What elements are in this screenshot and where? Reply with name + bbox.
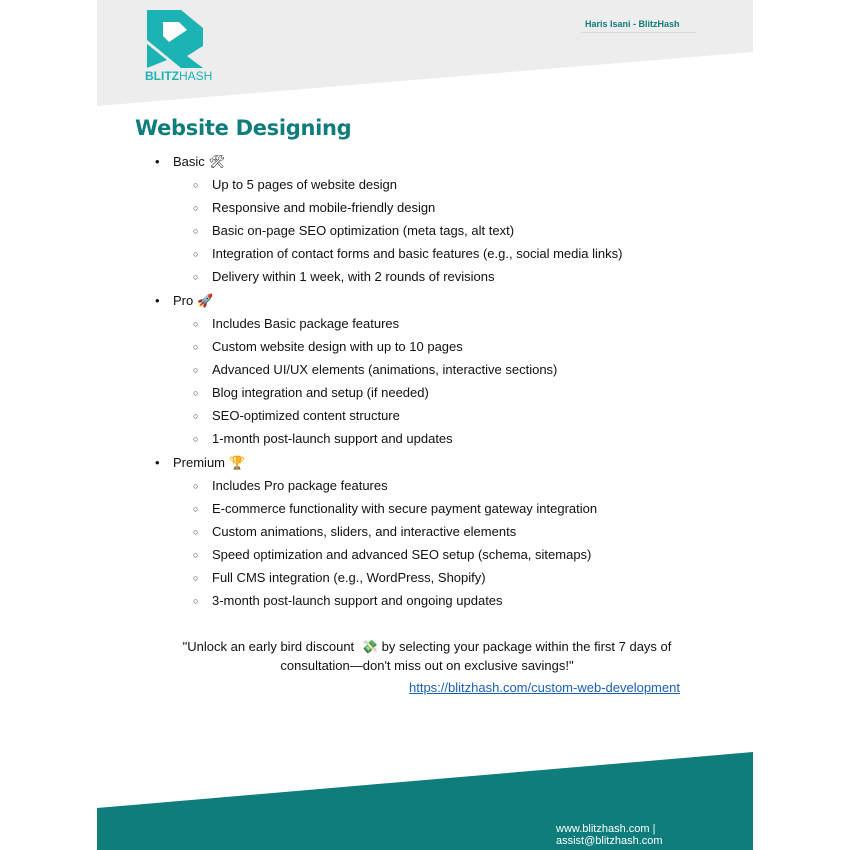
footer-contact: www.blitzhash.com | assist@blitzhash.com [556, 823, 663, 847]
list-item: ○ Full CMS integration (e.g., WordPress, Shopify) [193, 570, 486, 585]
list-item: ○ Speed optimization and advanced SEO setup (schema, sitemaps) [193, 547, 592, 562]
list-item: ○ Responsive and mobile-friendly design [193, 200, 436, 215]
list-item: ○ 1-month post-launch support and updates [193, 431, 453, 446]
bullet-icon: • [155, 154, 160, 169]
package-name: Premium [173, 455, 226, 470]
service-link[interactable]: https://blitzhash.com/custom-web-development [409, 680, 680, 695]
promo-quote: "Unlock an early bird discount 💸 by selecting your package within the first 7 days of consultation—don't miss out on exclusive savings!" [182, 639, 672, 673]
bullet-icon: • [155, 455, 160, 470]
list-item: ○ SEO-optimized content structure [193, 408, 400, 423]
list-item: ○ 3-month post-launch support and ongoing updates [193, 593, 503, 608]
header-author: Haris Isani - BlitzHash [585, 19, 680, 29]
page-title: Website Designing [135, 116, 352, 140]
list-item: ○ Custom website design with up to 10 pages [193, 339, 463, 354]
list-item: ○ Blog integration and setup (if needed) [193, 385, 429, 400]
tools-icon: 🛠 [208, 155, 226, 170]
header-divider [581, 32, 696, 33]
trophy-icon: 🏆 [229, 456, 246, 471]
list-item: ○ Up to 5 pages of website design [193, 177, 398, 192]
bullet-icon: • [155, 293, 160, 308]
list-item: ○ Includes Basic package features [193, 316, 400, 331]
package-name: Pro [173, 293, 194, 308]
document-page [97, 0, 753, 850]
list-item: ○ Custom animations, sliders, and interactive elements [193, 524, 517, 539]
blitzhash-logo [145, 8, 205, 70]
logo-wordmark: BLITZHASH [145, 69, 213, 83]
list-item: ○ Advanced UI/UX elements (animations, interactive sections) [193, 362, 558, 377]
rocket-icon: 🚀 [197, 294, 214, 309]
package-name: Basic [173, 154, 205, 169]
list-item: ○ E-commerce functionality with secure payment gateway integration [193, 501, 598, 516]
list-item: ○ Delivery within 1 week, with 2 rounds of revisions [193, 269, 495, 284]
money-icon: 💸 [361, 640, 378, 655]
list-item: ○ Includes Pro package features [193, 478, 388, 493]
list-item: ○ Integration of contact forms and basic features (e.g., social media links) [193, 246, 623, 261]
list-item: ○ Basic on-page SEO optimization (meta tags, alt text) [193, 223, 515, 238]
